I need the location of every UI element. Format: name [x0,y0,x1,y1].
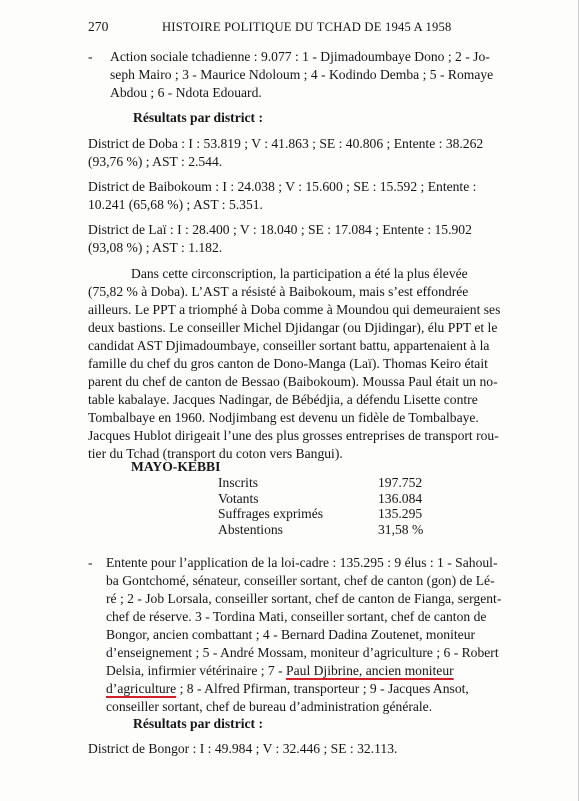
district-baibokoum-line-1: District de Baibokoum : I : 24.038 ; V : 15.600 ; SE : 15.592 ; Entente : [88,179,477,194]
stats-row-abstentions: Abstentions 31,58 % [218,521,424,537]
paragraph-line-8: table kabalaye. Jacques Nadingar, de Bébédjia, a défendu Lisette contre [88,392,478,407]
entente-line-6: d’enseignement ; 5 - André Mossam, moniteur d’agriculture ; 6 - Robert [106,645,499,660]
paragraph-line-5: candidat AST Djimadoumbaye, conseiller sortant battu, appartenaient à la [88,338,490,353]
action-sociale-line-2: seph Mairo ; 3 - Maurice Ndoloum ; 4 - Kodindo Demba ; 5 - Romaye [110,67,494,82]
entente-line-8: d’agriculture ; 8 - Alfred Pfirman, transporteur ; 9 - Jacques Ansot, [106,681,469,696]
district-baibokoum-line-2: 10.241 (65,68 %) ; AST : 5.351. [88,197,263,212]
underlined-name: Paul Djibrine, ancien moniteur [286,663,454,678]
district-bongor: District de Bongor : I : 49.984 ; V : 32.446 ; SE : 32.113. [88,741,398,756]
paragraph-line-9: Tombalbaye en 1960. Nodjimbang est devenu un fidèle de Tombalbaye. [88,410,479,425]
entente-line-9: conseiller sortant, chef de bureau d’administration générale. [106,699,433,714]
district-doba-line-2: (93,76 %) ; AST : 2.544. [88,154,223,169]
paragraph-line-7: parent du chef de canton de Bessao (Baibokoum). Moussa Paul était un no- [88,374,498,389]
entente-line-3: ré ; 2 - Job Lorsala, conseiller sortant, chef de canton de Fianga, sergent- [106,591,502,606]
paragraph-line-1: Dans cette circonscription, la participation a été la plus élevée [131,266,468,281]
stats-row-suffrages: Suffrages exprimés 135.295 [218,506,423,522]
action-sociale-line-1: Action sociale tchadienne : 9.077 : 1 - Djimadoumbaye Dono ; 2 - Jo- [110,49,490,64]
entente-line-2: ba Gontchomé, sénateur, conseiller sortant, chef de canton (gon) de Lé- [106,573,495,588]
paragraph-line-11: tier du Tchad (transport du coton vers Bangui). [88,446,343,461]
election-stats-table [218,475,423,537]
stats-row-inscrits: Inscrits 197.752 [218,475,423,490]
district-lai-line-1: District de Laï : I : 28.400 ; V : 18.040 ; SE : 17.084 ; Entente : 15.902 [88,222,472,237]
paragraph-line-2: (75,82 % à Doba). L’AST a résisté à Baibokoum, mais s’est effondrée [88,284,469,299]
entente-line-1: Entente pour l’application de la loi-cadre : 135.295 : 9 élus : 1 - Sahoul- [106,555,498,570]
region-heading: MAYO-KEBBI [131,459,221,474]
results-heading: Résultats par district : [133,110,264,125]
entente-line-7: Delsia, infirmier vétérinaire ; 7 - Paul Djibrine, ancien moniteur [106,663,454,678]
bullet-marker: - [88,49,93,64]
entente-line-5: Bongor, ancien combattant ; 4 - Bernard Dadina Zoutenet, moniteur [106,627,476,642]
paragraph-line-4: deux bastions. Le conseiller Michel Djidangar (ou Djidingar), élu PPT et le [88,320,498,335]
paragraph-line-6: famille du chef du gros canton de Dono-Manga (Laï). Thomas Keiro était [88,356,488,371]
bullet-marker-entente: - [88,555,93,570]
paragraph-line-3: ailleurs. Le PPT a triomphé à Doba comme à Moundou qui demeuraient ses [88,302,501,317]
underlined-occupation: d’agriculture [106,681,177,696]
district-doba-line-1: District de Doba : I : 53.819 ; V : 41.863 ; SE : 40.806 ; Entente : 38.262 [88,136,484,151]
entente-line-4: chef de réserve. 3 - Tordina Mati, conseiller sortant, chef de canton de [106,609,487,624]
paragraph-line-10: Jacques Hublot dirigeait l’une des plus grosses entreprises de transport rou- [88,428,499,443]
action-sociale-line-3: Abdou ; 6 - Ndota Edouard. [110,85,262,100]
results-heading-2: Résultats par district : [133,716,264,731]
running-title: HISTOIRE POLITIQUE DU TCHAD DE 1945 A 1958 [162,20,452,34]
district-lai-line-2: (93,08 %) ; AST : 1.182. [88,240,223,255]
stats-row-votants: Votants 136.084 [218,490,423,506]
page-number: 270 [88,19,109,34]
